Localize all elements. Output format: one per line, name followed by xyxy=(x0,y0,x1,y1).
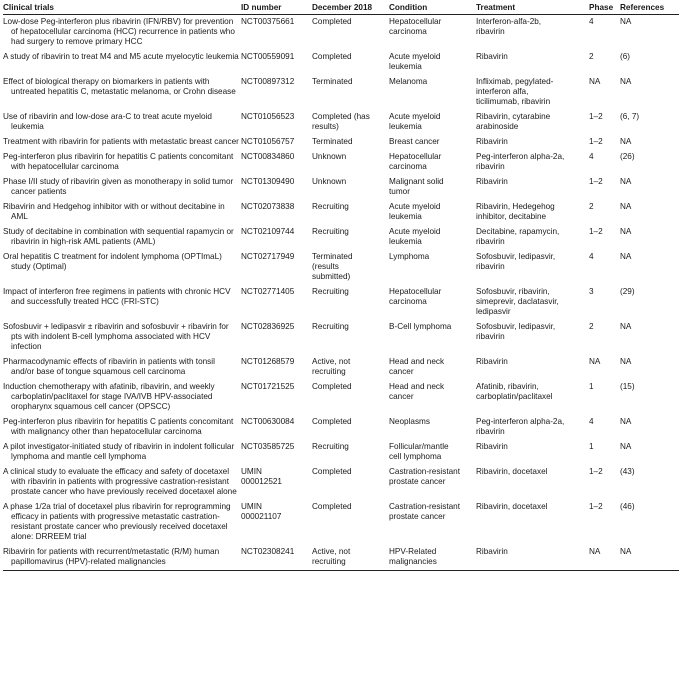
header-treatment: Treatment xyxy=(476,2,589,15)
cell-references: (29) xyxy=(620,287,635,296)
cell-phase: 1–2 xyxy=(589,467,603,476)
cell-trial-name xyxy=(3,465,241,500)
cell-treatment: Ribavirin xyxy=(476,177,508,186)
cell-id-number: NCT01268579 xyxy=(241,357,295,366)
cell-id-number: NCT00375661 xyxy=(241,17,295,26)
cell-id-number: UMIN 000012521 xyxy=(241,467,282,486)
cell-treatment: Peg-interferon alpha-2a, ribavirin xyxy=(476,152,565,171)
trial-title-text: Sofosbuvir + ledipasvir ± ribavirin and sofosbuvir + ribavirin for pts with indolent B-cell lymphoma associated with HCV infection xyxy=(3,322,229,351)
cell-trial-name xyxy=(3,50,241,75)
trial-title-text: A phase 1/2a trial of docetaxel plus ribavirin for reprogramming efficacy in patients with progressive metastatic castration-resistant prostate cancer who previously received docetaxel alone: DRREEM trial xyxy=(3,502,231,541)
table-row xyxy=(3,355,679,380)
cell-id-number: NCT02771405 xyxy=(241,287,295,296)
cell-status: Completed xyxy=(312,382,352,391)
cell-id-number: NCT00630084 xyxy=(241,417,295,426)
cell-condition: Follicular/mantle cell lymphoma xyxy=(389,442,449,461)
header-id-number: ID number xyxy=(241,2,312,15)
table-row xyxy=(3,50,679,75)
cell-trial-name xyxy=(3,545,241,571)
cell-status: Completed (has results) xyxy=(312,112,370,131)
cell-phase: 2 xyxy=(589,52,594,61)
trial-title-text: Pharmacodynamic effects of ribavirin in patients with tonsil and/or base of tongue squamous cell carcinoma xyxy=(3,357,215,376)
cell-references: NA xyxy=(620,137,632,146)
cell-treatment: Ribavirin xyxy=(476,137,508,146)
table-row xyxy=(3,440,679,465)
cell-trial-name xyxy=(3,75,241,110)
trial-title-text: A study of ribavirin to treat M4 and M5 acute myelocytic leukemia xyxy=(3,52,239,61)
trial-title-text: Oral hepatitis C treatment for indolent lymphoma (OPTImaL) study (Optimal) xyxy=(3,252,222,271)
table-row xyxy=(3,285,679,320)
cell-trial-name xyxy=(3,135,241,150)
cell-phase: 1–2 xyxy=(589,502,603,511)
cell-treatment: Ribavirin, Hedegehog inhibitor, decitabine xyxy=(476,202,555,221)
cell-phase: 4 xyxy=(589,17,594,26)
cell-condition: Melanoma xyxy=(389,77,428,86)
cell-phase: 4 xyxy=(589,417,594,426)
cell-condition: Castration-resistant prostate cancer xyxy=(389,467,460,486)
cell-condition: Acute myeloid leukemia xyxy=(389,227,441,246)
cell-condition: Breast cancer xyxy=(389,137,440,146)
header-status-date: December 2018 xyxy=(312,2,389,15)
trial-title-text: Low-dose Peg-interferon plus ribavirin (IFN/RBV) for prevention of hepatocellular carcinoma (HCC) recurrence in patients who had surgery to remove primary HCC xyxy=(3,17,235,46)
cell-status: Recruiting xyxy=(312,227,349,236)
cell-id-number: NCT02308241 xyxy=(241,545,312,571)
cell-id-number: NCT01721525 xyxy=(241,382,295,391)
cell-id-number: NCT03585725 xyxy=(241,442,295,451)
cell-trial-name xyxy=(3,150,241,175)
trial-title-text: Peg-interferon plus ribavirin for hepatitis C patients concomitant with malignancy other than hepatocellular carcinoma xyxy=(3,417,234,436)
trial-title-text: Effect of biological therapy on biomarkers in patients with untreated hepatitis C, metastatic melanoma, or Crohn disease xyxy=(3,77,236,96)
table-header xyxy=(3,2,679,15)
cell-id-number: NCT01056523 xyxy=(241,112,295,121)
cell-references: NA xyxy=(620,322,632,331)
table-row xyxy=(3,380,679,415)
cell-status: Completed xyxy=(312,502,352,511)
cell-phase: 3 xyxy=(589,287,594,296)
cell-references: (26) xyxy=(620,152,635,161)
table-row xyxy=(3,75,679,110)
cell-treatment: Ribavirin xyxy=(476,52,508,61)
cell-phase: 1 xyxy=(589,382,594,391)
cell-trial-name xyxy=(3,380,241,415)
table-row xyxy=(3,545,679,571)
cell-references: NA xyxy=(620,227,632,236)
cell-condition: Head and neck cancer xyxy=(389,357,445,376)
cell-condition: Acute myeloid leukemia xyxy=(389,52,441,71)
trial-title-text: A clinical study to evaluate the efficacy and safety of docetaxel with ribavirin in patients with progressive castration-resistant prostate cancer who have previously received docetaxel alone xyxy=(3,467,237,496)
header-clinical-trials: Clinical trials xyxy=(3,2,241,15)
cell-phase: 4 xyxy=(589,252,594,261)
table-row xyxy=(3,150,679,175)
cell-status: Recruiting xyxy=(312,287,349,296)
cell-status: Terminated xyxy=(312,137,353,146)
cell-phase: 2 xyxy=(589,202,594,211)
table-row xyxy=(3,415,679,440)
cell-status: Unknown xyxy=(312,152,347,161)
cell-status: Recruiting xyxy=(312,442,349,451)
cell-treatment: Ribavirin, docetaxel xyxy=(476,502,548,511)
trial-title-text: Impact of interferon free regimens in patients with chronic HCV and successfully treated HCC (FRI-STC) xyxy=(3,287,231,306)
cell-condition: B-Cell lymphoma xyxy=(389,322,452,331)
cell-treatment: Ribavirin xyxy=(476,357,508,366)
cell-references: (6) xyxy=(620,52,631,61)
table-row xyxy=(3,135,679,150)
trial-title-text: Induction chemotherapy with afatinib, ribavirin, and weekly carboplatin/paclitaxel for stage IVA/IVB HPV-associated oropharynx squamous cell cancer (OPSCC) xyxy=(3,382,215,411)
cell-references: (6, 7) xyxy=(620,112,640,121)
cell-status: Active, not recruiting xyxy=(312,357,351,376)
cell-phase: NA xyxy=(589,545,620,571)
cell-id-number: NCT01056757 xyxy=(241,137,295,146)
cell-references: NA xyxy=(620,177,632,186)
trial-title-text: A pilot investigator-initiated study of ribavirin in indolent follicular lymphoma and mantle cell lymphoma xyxy=(3,442,235,461)
cell-phase: 1–2 xyxy=(589,177,603,186)
cell-phase: NA xyxy=(589,357,601,366)
cell-treatment: Interferon-alfa-2b, ribavirin xyxy=(476,17,542,36)
cell-trial-name xyxy=(3,225,241,250)
cell-status: Recruiting xyxy=(312,322,349,331)
header-references: References xyxy=(620,2,679,15)
trial-title-text: Treatment with ribavirin for patients with metastatic breast cancer xyxy=(3,137,239,146)
cell-status: Recruiting xyxy=(312,202,349,211)
cell-trial-name xyxy=(3,320,241,355)
cell-trial-name xyxy=(3,440,241,465)
cell-id-number: NCT02717949 xyxy=(241,252,295,261)
cell-trial-name xyxy=(3,15,241,51)
cell-references: NA xyxy=(620,252,632,261)
cell-treatment: Ribavirin xyxy=(476,442,508,451)
table-row xyxy=(3,320,679,355)
cell-id-number: NCT00834860 xyxy=(241,152,295,161)
trial-title-text: Ribavirin for patients with recurrent/metastatic (R/M) human papillomavirus (HPV)-related malignancies xyxy=(3,547,220,566)
cell-references: (46) xyxy=(620,502,635,511)
cell-status: Terminated xyxy=(312,77,353,86)
cell-phase: 1–2 xyxy=(589,227,603,236)
cell-trial-name xyxy=(3,415,241,440)
cell-id-number: NCT00559091 xyxy=(241,52,295,61)
table-row xyxy=(3,250,679,285)
cell-phase: 4 xyxy=(589,152,594,161)
cell-status: Completed xyxy=(312,417,352,426)
table-row xyxy=(3,465,679,500)
cell-treatment: Sofosbuvir, ribavirin, simeprevir, daclatasvir, ledipasvir xyxy=(476,287,559,316)
cell-references: (15) xyxy=(620,382,635,391)
header-condition: Condition xyxy=(389,2,476,15)
cell-references: NA xyxy=(620,417,632,426)
table-row xyxy=(3,110,679,135)
table-row xyxy=(3,15,679,51)
trial-title-text: Ribavirin and Hedgehog inhibitor with or without decitabine in AML xyxy=(3,202,225,221)
cell-treatment: Peg-interferon alpha-2a, ribavirin xyxy=(476,417,565,436)
cell-treatment: Afatinib, ribavirin, carboplatin/paclitaxel xyxy=(476,382,553,401)
table-row xyxy=(3,200,679,225)
cell-condition: Head and neck cancer xyxy=(389,382,445,401)
cell-condition: Neoplasms xyxy=(389,417,430,426)
cell-references: NA xyxy=(620,357,632,366)
cell-condition: HPV-Related malignancies xyxy=(389,545,476,571)
cell-condition: Hepatocellular carcinoma xyxy=(389,287,442,306)
trial-title-text: Phase I/II study of ribavirin given as monotherapy in solid tumor cancer patients xyxy=(3,177,234,196)
cell-references: NA xyxy=(620,545,679,571)
cell-trial-name xyxy=(3,250,241,285)
cell-status: Completed xyxy=(312,17,352,26)
cell-condition: Acute myeloid leukemia xyxy=(389,202,441,221)
trial-title-text: Study of decitabine in combination with sequential rapamycin or ribavirin in high-risk AML patients (AML) xyxy=(3,227,234,246)
cell-references: NA xyxy=(620,442,632,451)
cell-condition: Castration-resistant prostate cancer xyxy=(389,502,460,521)
cell-phase: 1–2 xyxy=(589,137,603,146)
cell-trial-name xyxy=(3,500,241,545)
cell-status: Unknown xyxy=(312,177,347,186)
cell-id-number: NCT02073838 xyxy=(241,202,295,211)
cell-treatment: Infliximab, pegylated- interferon alfa, ticilimumab, ribavirin xyxy=(476,77,554,106)
cell-id-number: NCT02109744 xyxy=(241,227,295,236)
cell-phase: NA xyxy=(589,77,601,86)
cell-phase: 1–2 xyxy=(589,112,603,121)
clinical-trials-table xyxy=(3,2,679,571)
cell-id-number: NCT01309490 xyxy=(241,177,295,186)
cell-references: NA xyxy=(620,17,632,26)
cell-status: Completed xyxy=(312,467,352,476)
cell-status: Active, not recruiting xyxy=(312,545,389,571)
cell-references: (43) xyxy=(620,467,635,476)
cell-trial-name xyxy=(3,110,241,135)
cell-treatment: Sofosbuvir, ledipasvir, ribavirin xyxy=(476,322,556,341)
table-row xyxy=(3,500,679,545)
cell-condition: Malignant solid tumor xyxy=(389,177,444,196)
cell-trial-name xyxy=(3,355,241,380)
cell-trial-name xyxy=(3,200,241,225)
cell-treatment: Ribavirin xyxy=(476,545,589,571)
cell-id-number: NCT02836925 xyxy=(241,322,295,331)
trial-title-text: Peg-interferon plus ribavirin for hepatitis C patients concomitant with hepatocellular carcinoma xyxy=(3,152,234,171)
cell-treatment: Decitabine, rapamycin, ribavirin xyxy=(476,227,560,246)
header-phase: Phase xyxy=(589,2,620,15)
table-body xyxy=(3,15,679,571)
cell-trial-name xyxy=(3,175,241,200)
cell-treatment: Ribavirin, docetaxel xyxy=(476,467,548,476)
cell-phase: 1 xyxy=(589,442,594,451)
cell-references: NA xyxy=(620,77,632,86)
cell-condition: Acute myeloid leukemia xyxy=(389,112,441,131)
cell-condition: Hepatocellular carcinoma xyxy=(389,17,442,36)
trial-title-text: Use of ribavirin and low-dose ara-C to treat acute myeloid leukemia xyxy=(3,112,212,131)
cell-treatment: Sofosbuvir, ledipasvir, ribavirin xyxy=(476,252,556,271)
cell-condition: Lymphoma xyxy=(389,252,430,261)
cell-status: Terminated (results submitted) xyxy=(312,252,353,281)
cell-condition: Hepatocellular carcinoma xyxy=(389,152,442,171)
table-row xyxy=(3,225,679,250)
cell-phase: 2 xyxy=(589,322,594,331)
cell-id-number: NCT00897312 xyxy=(241,77,295,86)
cell-references: NA xyxy=(620,202,632,211)
cell-status: Completed xyxy=(312,52,352,61)
cell-id-number: UMIN 000021107 xyxy=(241,502,282,521)
cell-treatment: Ribavirin, cytarabine arabinoside xyxy=(476,112,551,131)
table-row xyxy=(3,175,679,200)
header-row xyxy=(3,2,679,15)
cell-trial-name xyxy=(3,285,241,320)
